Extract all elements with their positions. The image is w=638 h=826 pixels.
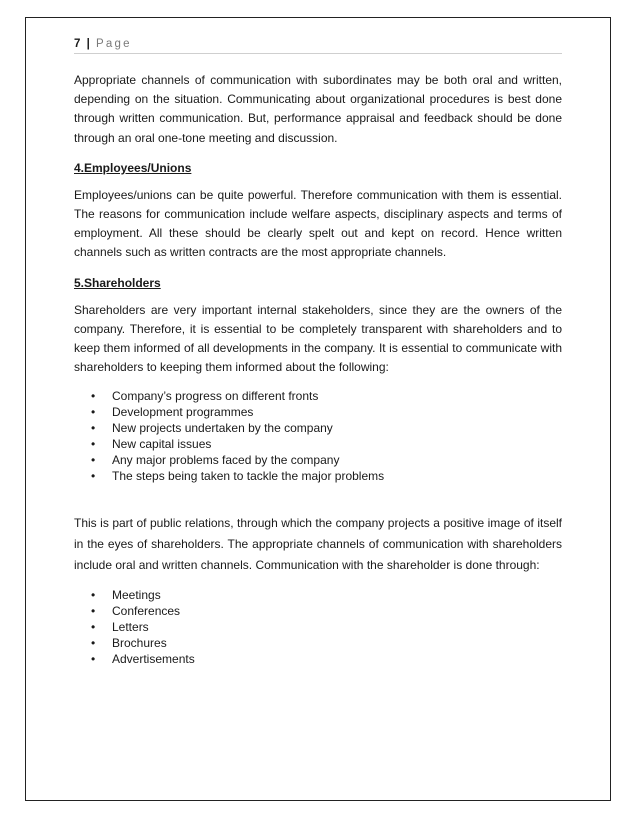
list-item: • Development programmes [91, 405, 254, 420]
list-item: • Meetings [91, 588, 161, 603]
list-item: • The steps being taken to tackle the major problems [91, 469, 385, 484]
list-item: • Letters [91, 620, 149, 635]
list-item: • Company’s progress on different fronts [91, 389, 319, 404]
bullet-icon: • [91, 469, 96, 484]
bullet-icon: • [91, 389, 96, 404]
list-item: • New capital issues [91, 437, 212, 452]
employees-paragraph: Employees/unions can be quite powerful. Therefore communication with them is essential. The reasons for communication include welfare aspects, disciplinary aspects and terms of employment. All these should be clearly spelt out and kept on record. Hence written channels such as written contracts are the most appropriate channels. [74, 187, 562, 260]
bullet-icon: • [91, 421, 96, 436]
list-item: • Conferences [91, 604, 181, 619]
list-item: • Brochures [91, 636, 167, 651]
bullet-icon: • [91, 588, 96, 603]
bullet-icon: • [91, 405, 96, 420]
page-number: 7 [74, 38, 81, 50]
bullet-icon: • [91, 620, 96, 635]
list-item: • New projects undertaken by the company [91, 421, 333, 436]
shareholders-heading: 5.Shareholders [74, 275, 161, 290]
page-label: Page [96, 38, 132, 50]
document-body [74, 71, 562, 667]
channels-list [74, 587, 562, 667]
bullet-icon: • [91, 652, 96, 667]
shareholder-topics-list [74, 388, 562, 484]
bullet-icon: • [91, 636, 96, 651]
page-header [74, 38, 132, 50]
list-item: • Any major problems faced by the company [91, 453, 340, 468]
header-separator: | [86, 38, 91, 50]
public-relations-paragraph: This is part of public relations, through which the company projects a positive image of itself in the eyes of shareholders. The appropriate channels of communication with shareholders include oral and written channels. Communication with the shareholder is done through: [74, 516, 562, 573]
employees-heading: 4.Employees/Unions [74, 160, 192, 175]
header-rule [74, 53, 562, 54]
bullet-icon: • [91, 437, 96, 452]
intro-paragraph: Appropriate channels of communication with subordinates may be both oral and written, depending on the situation. Communicating about organizational procedures is best done through written communication. But, performance appraisal and feedback should be done through an oral one-tone meeting and discussion. [74, 73, 562, 145]
list-item: • Advertisements [91, 652, 195, 667]
bullet-icon: • [91, 604, 96, 619]
bullet-icon: • [91, 453, 96, 468]
shareholders-paragraph: Shareholders are very important internal stakeholders, since they are the owners of the company. Therefore, it is essential to be completely transparent with shareholders and to keep them informed of all developments in the company. It is essential to communicate with shareholders to keeping them informed about the following: [74, 302, 562, 375]
spacer [74, 484, 562, 513]
